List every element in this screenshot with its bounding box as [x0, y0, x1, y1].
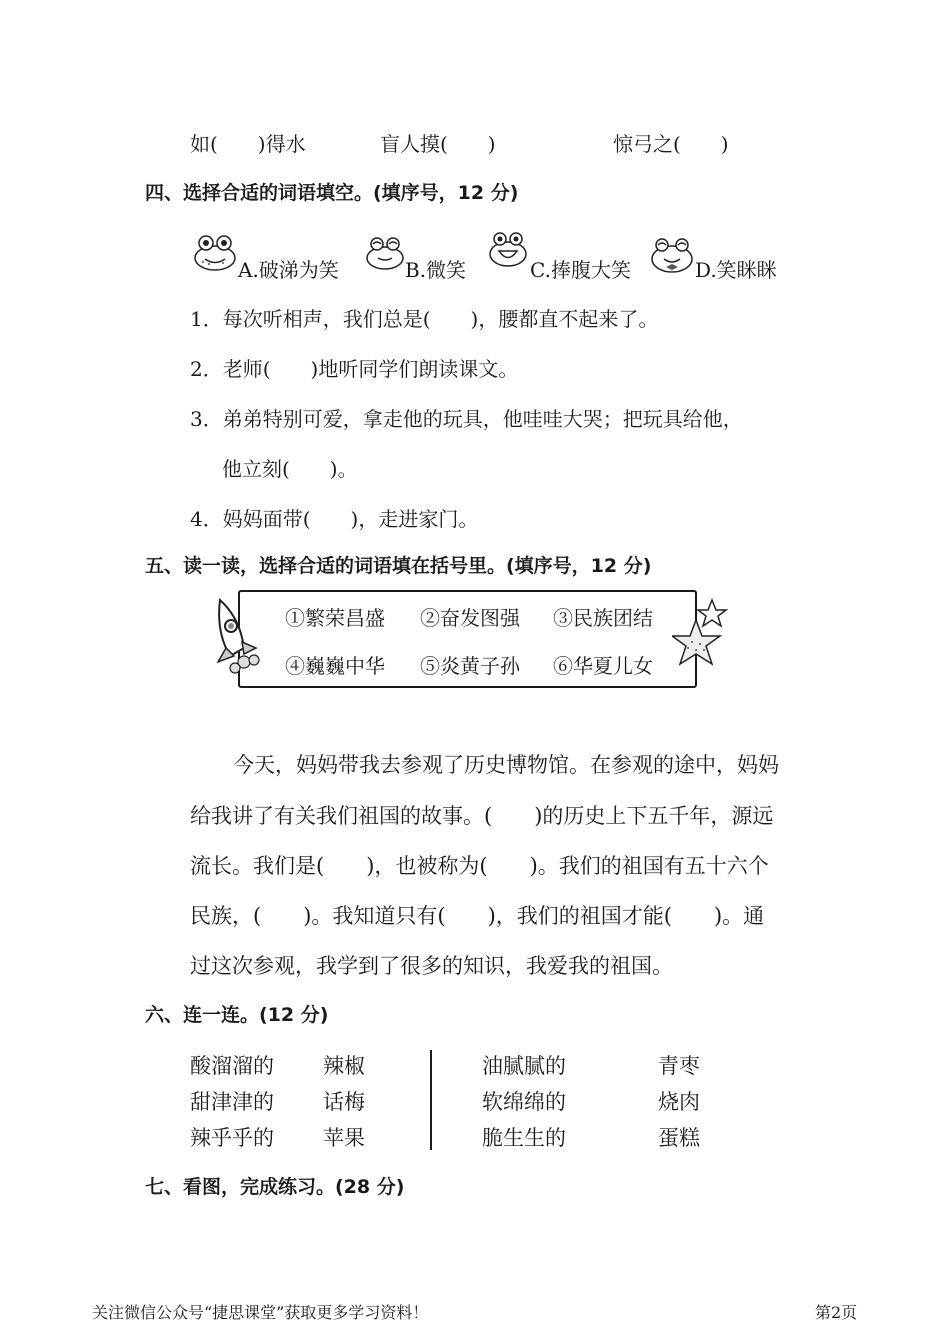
stars-icon	[672, 598, 728, 680]
paragraph-line-3: 流长。我们是( )，也被称为( )。我们的祖国有五十六个	[190, 854, 769, 878]
question-2: 2．老师( )地听同学们朗读课文。	[190, 357, 519, 381]
option-c: C.捧腹大笑	[530, 258, 631, 282]
frog-laughing-tears-icon	[193, 232, 237, 272]
word-bank-box	[238, 590, 697, 688]
question-1: 1．每次听相声，我们总是( )，腰都直不起来了。	[190, 307, 659, 331]
word-2: ②奋发图强	[420, 606, 520, 630]
page-number: 第2页	[815, 1303, 858, 1322]
frog-smile-icon	[363, 232, 407, 272]
question-4: 4．妈妈面带( )，走进家门。	[190, 507, 479, 531]
word-5: ⑤炎黄子孙	[420, 654, 520, 678]
left-food-3: 苹果	[323, 1126, 365, 1150]
section-7-heading: 七、看图，完成练习。(28 分)	[145, 1176, 405, 1198]
paragraph-line-1: 今天，妈妈带我去参观了历史博物馆。在参观的途中，妈妈	[233, 753, 779, 777]
idiom-1: 如( )得水	[190, 132, 306, 156]
column-divider	[430, 1050, 432, 1150]
left-adjective-1: 酸溜溜的	[190, 1054, 274, 1078]
section-6-heading: 六、连一连。(12 分)	[145, 1004, 329, 1026]
frog-squint-smile-icon	[650, 234, 694, 274]
frog-big-laugh-icon	[486, 228, 530, 268]
option-a: A.破涕为笑	[238, 258, 339, 282]
left-food-2: 话梅	[323, 1090, 365, 1114]
option-d: D.笑眯眯	[695, 258, 777, 282]
right-food-3: 蛋糕	[658, 1126, 700, 1150]
idiom-2: 盲人摸( )	[380, 132, 496, 156]
paragraph-line-5: 过这次参观，我学到了很多的知识，我爱我的祖国。	[190, 954, 673, 978]
section-4-heading: 四、选择合适的词语填空。(填序号，12 分)	[145, 182, 519, 204]
word-3: ③民族团结	[553, 606, 653, 630]
idiom-3: 惊弓之( )	[613, 132, 729, 156]
right-adjective-3: 脆生生的	[482, 1126, 566, 1150]
section-5-heading: 五、读一读，选择合适的词语填在括号里。(填序号，12 分)	[145, 555, 652, 577]
right-food-2: 烧肉	[658, 1090, 700, 1114]
left-adjective-3: 辣乎乎的	[190, 1126, 274, 1150]
option-b: B.微笑	[405, 258, 467, 282]
question-3-continued: 他立刻( )。	[222, 457, 358, 481]
footer-note: 关注微信公众号“捷思课堂”获取更多学习资料！	[92, 1303, 429, 1322]
right-adjective-1: 油腻腻的	[482, 1054, 566, 1078]
right-adjective-2: 软绵绵的	[482, 1090, 566, 1114]
left-food-1: 辣椒	[323, 1054, 365, 1078]
question-3: 3．弟弟特别可爱，拿走他的玩具，他哇哇大哭；把玩具给他，	[190, 407, 743, 431]
word-4: ④巍巍中华	[285, 654, 385, 678]
paragraph-line-2: 给我讲了有关我们祖国的故事。( )的历史上下五千年，源远	[190, 804, 774, 828]
rocket-icon	[204, 596, 270, 676]
paragraph-line-4: 民族，( )。我知道只有( )，我们的祖国才能( )。通	[190, 904, 765, 928]
left-adjective-2: 甜津津的	[190, 1090, 274, 1114]
word-1: ①繁荣昌盛	[285, 606, 385, 630]
right-food-1: 青枣	[658, 1054, 700, 1078]
word-6: ⑥华夏儿女	[553, 654, 653, 678]
